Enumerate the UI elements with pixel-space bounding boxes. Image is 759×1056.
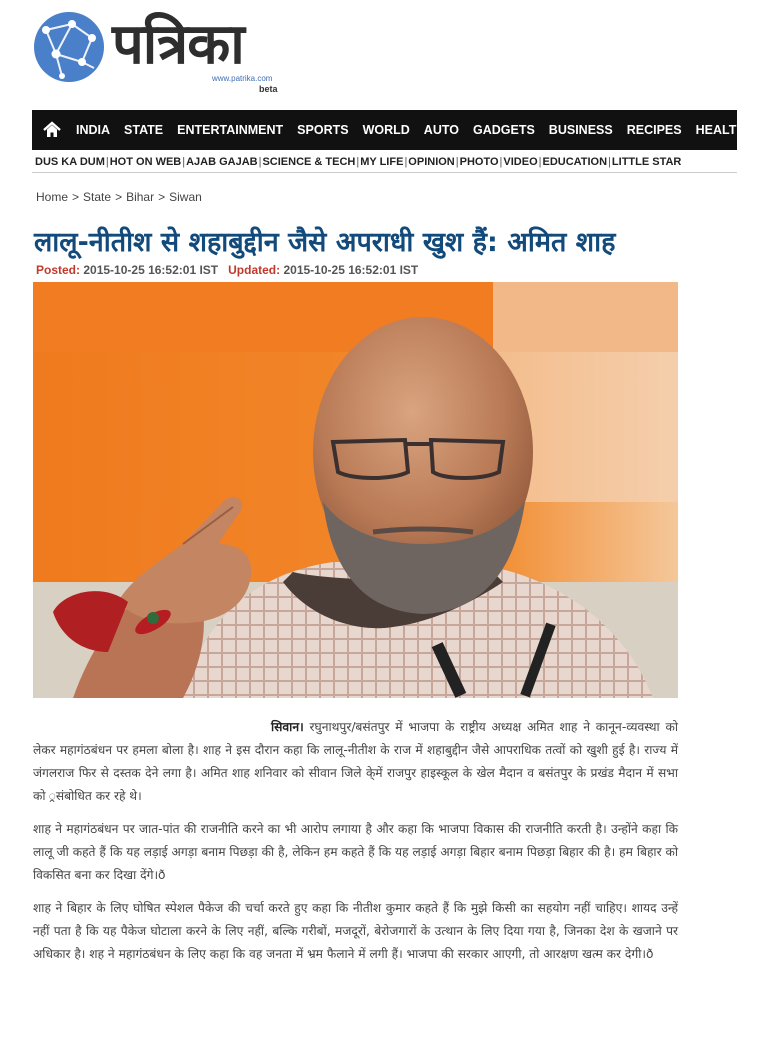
sub-nav	[32, 152, 737, 173]
subnav-dus-ka-dum[interactable]: DUS KA DUM	[35, 156, 105, 168]
subnav-science-tech[interactable]: | SCIENCE & TECH	[258, 152, 356, 172]
nav-state[interactable]: STATE	[124, 123, 164, 137]
article-body	[33, 716, 678, 976]
article-meta	[36, 263, 418, 277]
nav-health[interactable]: HEALTH	[695, 123, 746, 137]
article-hero-image	[33, 282, 678, 698]
nav-recipes[interactable]: RECIPES	[626, 123, 682, 137]
breadcrumb	[36, 190, 202, 204]
home-icon[interactable]	[42, 120, 62, 140]
nav-india[interactable]: INDIA	[76, 123, 111, 137]
nav-sports[interactable]: SPORTS	[297, 123, 349, 137]
nav-gadgets[interactable]: GADGETS	[472, 123, 535, 137]
paragraph-1-text: रघुनाथपुर/बसंतपुर में भाजपा के राष्ट्रीय अध्यक्ष अमित शाह ने कानून-व्यवस्था को लेकर महागंठबंधन पर हमला बोला है। शाह ने इस दौरान कहा कि लालू-नीतीश के राज में शहाबुद्दीन जैसे आपराधिक तत्वों को खुशी हुई है। राज्य में जंगलराज फिर से दस्तक देने लगा है। अमित शाह शनिवार को सीवान जिले के्में राजपुर हाइस्कूल के खेल मैदान व बसंतपुर के प्रखंड मैदान में सभा को ्रसंबोधित कर रहे थे।	[33, 720, 678, 803]
beta-badge: beta	[259, 84, 278, 94]
article-title: लालू-नीतीश से शहाबुद्दीन जैसे अपराधी खुश हैं: अमित शाह	[34, 227, 616, 258]
globe-logo-icon	[32, 10, 106, 84]
updated-label: Updated:	[228, 263, 281, 277]
site-logo[interactable]	[30, 8, 290, 98]
breadcrumb-bihar[interactable]: Bihar	[126, 190, 155, 204]
breadcrumb-separator: >	[158, 190, 166, 204]
subnav-opinion[interactable]: | OPINION	[403, 152, 454, 172]
nav-entertainment[interactable]: ENTERTAINMENT	[177, 123, 284, 137]
article-paragraph: शाह ने बिहार के लिए घोषित स्पेशल पैकेज की चर्चा करते हुए कहा कि नीतीश कुमार कहते हैं कि मुझे किसी का सहयोग नहीं चाहिए। शायद उन्हें नहीं पता है कि यह पैकेज घोटाला करने के लिए नहीं, बल्कि गरीबों, मजदूरों, बेरोजगारों के उत्थान के लिए दिया गया है, जिनका देश के खजाने पर अधिकार है। शह ने महागंठबंधन के लिए कहा कि वह जनता में भ्रम फैलाने में लगी हैं। भाजपा की सरकार आएगी, तो आरक्षण खत्म कर देगी।ð	[33, 901, 678, 961]
posted-label: Posted:	[36, 263, 81, 277]
subnav-photo[interactable]: | PHOTO	[455, 152, 499, 172]
nav-business[interactable]: BUSINESS	[548, 123, 613, 137]
nav-world[interactable]: WORLD	[362, 123, 410, 137]
updated-date: 2015-10-25 16:52:01 IST	[283, 263, 419, 277]
logo-wordmark: पत्रिका	[112, 11, 244, 77]
article-paragraph: शाह ने महागंठबंधन पर जात-पांत की राजनीति करने का भी आरोप लगाया है और कहा कि भाजपा विकास की राजनीति करती है। उन्होंने कहा कि लालू जी कहते हैं कि यह लड़ाई अगड़ा बनाम पिछड़ा की है, लेकिन हम कहते हैं कि यह लड़ाई अगड़ा बिहार बनाम पिछड़ा बिहार की है। हम बिहार को विकसित बना कर दिखा देंगे।ð	[33, 822, 678, 882]
breadcrumb-home[interactable]: Home	[36, 190, 69, 204]
subnav-my-life[interactable]: | MY LIFE	[355, 152, 403, 172]
article-paragraph	[33, 716, 678, 808]
subnav-ajab-gajab[interactable]: | AJAB GAJAB	[181, 152, 257, 172]
posted-date: 2015-10-25 16:52:01 IST	[83, 263, 219, 277]
breadcrumb-siwan[interactable]: Siwan	[169, 190, 202, 204]
logo-url: www.patrika.com	[212, 74, 273, 83]
nav-auto[interactable]: AUTO	[423, 123, 459, 137]
breadcrumb-separator: >	[72, 190, 80, 204]
subnav-video[interactable]: | VIDEO	[499, 152, 538, 172]
breadcrumb-state[interactable]: State	[83, 190, 112, 204]
article-dateline: सिवान।	[271, 720, 304, 734]
subnav-hot-on-web[interactable]: | HOT ON WEB	[105, 152, 181, 172]
breadcrumb-separator: >	[115, 190, 123, 204]
main-nav	[32, 110, 746, 150]
subnav-little-star[interactable]: | LITTLE STAR	[607, 152, 681, 172]
subnav-education[interactable]: | EDUCATION	[538, 152, 607, 172]
